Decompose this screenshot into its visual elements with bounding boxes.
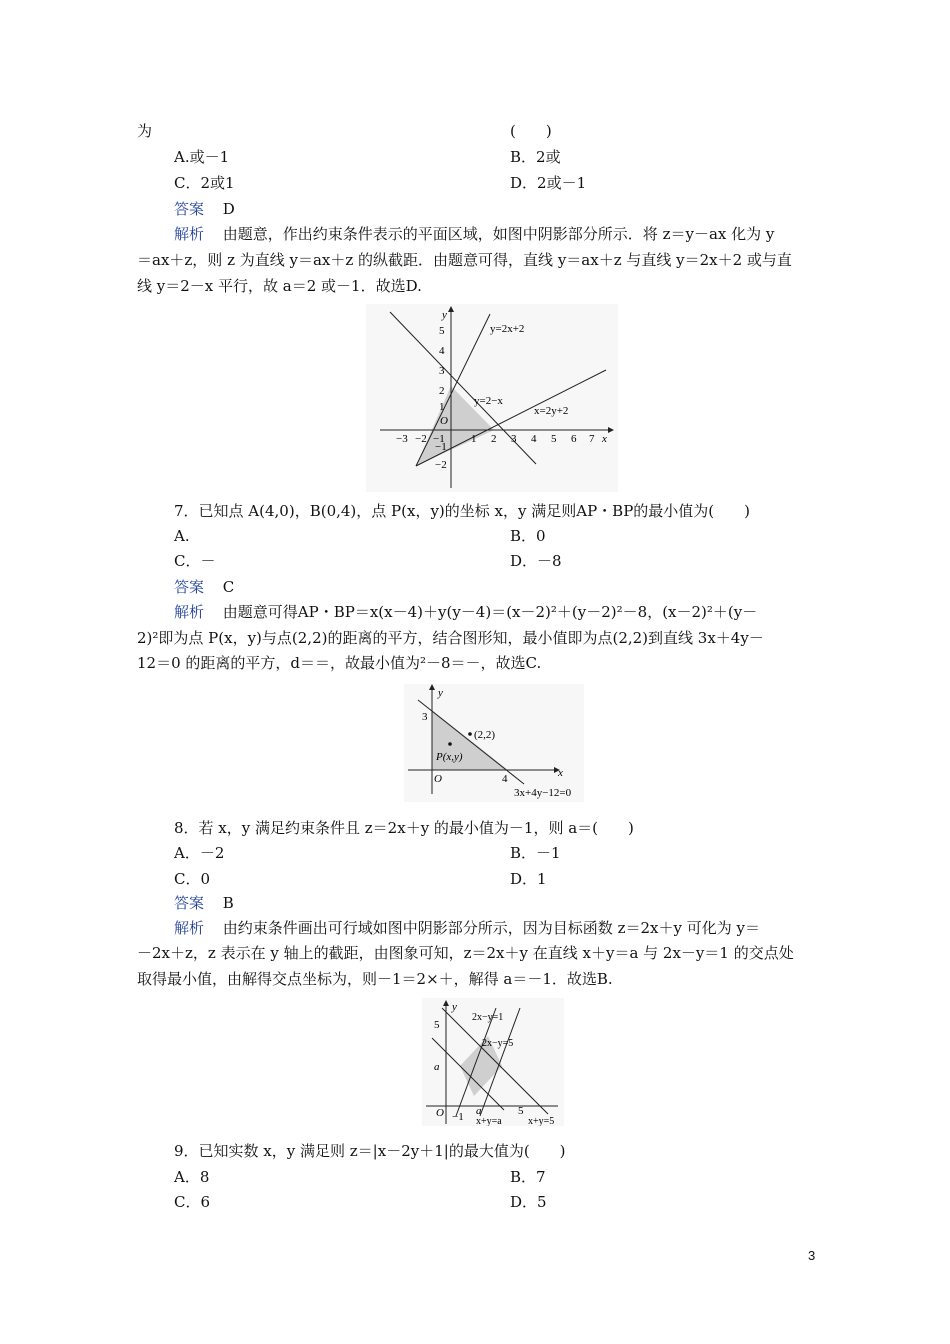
answer-label: 答案 xyxy=(174,578,205,596)
q7-analysis-line-3: 12＝0 的距离的平方，d＝＝，故最小值为²－8＝－，故选C. xyxy=(137,654,542,672)
q6-option-a: A.或－1 xyxy=(174,148,230,166)
y-tick: 3 xyxy=(439,365,445,377)
q7-figure xyxy=(404,684,584,802)
q9-option-c: C．6 xyxy=(174,1193,211,1211)
q7-option-b: B．0 xyxy=(510,527,546,545)
y-tick: 5 xyxy=(434,1019,440,1031)
q8-analysis-line-3: 取得最小值，由解得交点坐标为，则－1＝2×＋，解得 a＝－1．故选B. xyxy=(137,970,613,988)
origin-label: O xyxy=(440,415,448,427)
q9-stem: 9．已知实数 x，y 满足则 z＝|x－2y＋1|的最大值为( ) xyxy=(174,1142,566,1160)
x-axis-label: x xyxy=(558,767,563,779)
x-tick: 5 xyxy=(518,1105,524,1117)
q6-option-b: B．2或 xyxy=(510,148,561,166)
line-label: x+y=5 xyxy=(528,1116,555,1126)
x-tick: 1 xyxy=(471,433,477,445)
y-tick: 2 xyxy=(439,385,445,397)
q9-option-b: B．7 xyxy=(510,1168,546,1186)
line-label: 2x−y=1 xyxy=(472,1012,504,1023)
q8-answer xyxy=(174,893,234,913)
q9-option-d: D．5 xyxy=(510,1193,547,1211)
analysis-label: 解析 xyxy=(174,603,205,621)
point-label: (2,2) xyxy=(474,729,496,741)
y-tick: 4 xyxy=(439,345,445,357)
line-label: y=2x+2 xyxy=(490,323,525,335)
q6-analysis-line-1 xyxy=(174,224,774,244)
x-tick: −2 xyxy=(415,433,427,445)
q6-option-c: C．2或1 xyxy=(174,174,235,192)
q6-blank: ( ) xyxy=(510,122,552,140)
page-number: 3 xyxy=(808,1248,816,1263)
q8-figure xyxy=(422,998,564,1126)
analysis-text: 由约束条件画出可行域如图中阴影部分所示，因为目标函数 z＝2x＋y 可化为 y＝ xyxy=(222,919,760,937)
q8-analysis-line-1 xyxy=(174,918,760,938)
y-axis-label: y xyxy=(452,1001,457,1013)
answer-value: D xyxy=(222,200,235,218)
y-tick: 3 xyxy=(422,711,428,723)
q9-option-a: A．8 xyxy=(174,1168,210,1186)
origin-label: O xyxy=(434,773,442,785)
line-label: x=2y+2 xyxy=(534,405,569,417)
q8-option-d: D．1 xyxy=(510,870,547,888)
analysis-text: 由题意，作出约束条件表示的平面区域，如图中阴影部分所示．将 z＝y－ax 化为 y xyxy=(222,225,775,243)
q6-analysis-line-3: 线 y＝2－x 平行，故 a＝2 或－1．故选D. xyxy=(137,277,422,295)
q7-answer xyxy=(174,577,234,597)
x-tick: a xyxy=(476,1105,482,1117)
line-label: y=2−x xyxy=(474,395,503,407)
q7-stem: 7．已知点 A(4,0)，B(0,4)，点 P(x，y)的坐标 x，y 满足则AP・BP的最小值为( ) xyxy=(174,502,751,520)
q8-option-a: A．－2 xyxy=(174,844,225,862)
q8-option-b: B．－1 xyxy=(510,844,561,862)
analysis-label: 解析 xyxy=(174,919,205,937)
y-tick: a xyxy=(434,1061,440,1073)
y-axis-label: y xyxy=(438,687,443,699)
x-tick: 2 xyxy=(491,433,497,445)
y-axis-label: y xyxy=(442,309,447,321)
x-tick: 6 xyxy=(571,433,577,445)
q8-stem: 8．若 x，y 满足约束条件且 z＝2x＋y 的最小值为－1，则 a＝( ) xyxy=(174,819,634,837)
q7-option-a: A. xyxy=(174,527,190,545)
line-label: 3x+4y−12=0 xyxy=(514,787,572,799)
q7-option-d: D．－8 xyxy=(510,552,562,570)
analysis-label: 解析 xyxy=(174,225,205,243)
y-tick: −2 xyxy=(435,459,447,471)
p-label: P(x,y) xyxy=(436,751,463,763)
answer-value: C xyxy=(222,578,235,596)
x-tick: 3 xyxy=(511,433,517,445)
x-tick: 4 xyxy=(502,773,508,785)
x-tick: −1 xyxy=(433,433,445,445)
y-tick: 1 xyxy=(439,401,445,413)
q6-stem-tail: 为 xyxy=(137,122,153,140)
answer-label: 答案 xyxy=(174,894,205,912)
q6-figure xyxy=(366,304,618,492)
line-label: 2x−y=5 xyxy=(482,1038,514,1049)
q8-analysis-line-2: －2x＋z，z 表示在 y 轴上的截距，由图象可知，z＝2x＋y 在直线 x＋y＝a 与 2x－y＝1 的交点处 xyxy=(137,944,794,962)
x-tick: 5 xyxy=(551,433,557,445)
x-tick: −1 xyxy=(452,1111,464,1123)
x-axis-label: x xyxy=(602,433,607,445)
answer-label: 答案 xyxy=(174,200,205,218)
answer-value: B xyxy=(222,894,234,912)
origin-label: O xyxy=(436,1107,444,1119)
x-tick: −3 xyxy=(396,433,408,445)
q7-option-c: C．－ xyxy=(174,552,216,570)
q7-analysis-line-1 xyxy=(174,602,757,622)
q8-option-c: C．0 xyxy=(174,870,211,888)
x-tick: 4 xyxy=(531,433,537,445)
q6-analysis-line-2: ＝ax＋z，则 z 为直线 y＝ax＋z 的纵截距．由题意可得，直线 y＝ax＋z 与直线 y＝2x＋2 或与直 xyxy=(137,251,792,269)
q6-option-d: D．2或－1 xyxy=(510,174,587,192)
analysis-text: 由题意可得AP・BP＝x(x－4)＋y(y－4)＝(x－2)²＋(y－2)²－8，(x－2)²＋(y－ xyxy=(222,603,758,621)
q7-analysis-line-2: 2)²即为点 P(x，y)与点(2,2)的距离的平方，结合图形知，最小值即为点(2,2)到直线 3x＋4y－ xyxy=(137,629,764,647)
y-tick: 5 xyxy=(439,325,445,337)
line-label: x+y=a xyxy=(476,1116,502,1126)
x-tick: 7 xyxy=(589,433,595,445)
y-tick: −1 xyxy=(435,441,447,453)
q6-answer xyxy=(174,199,235,219)
